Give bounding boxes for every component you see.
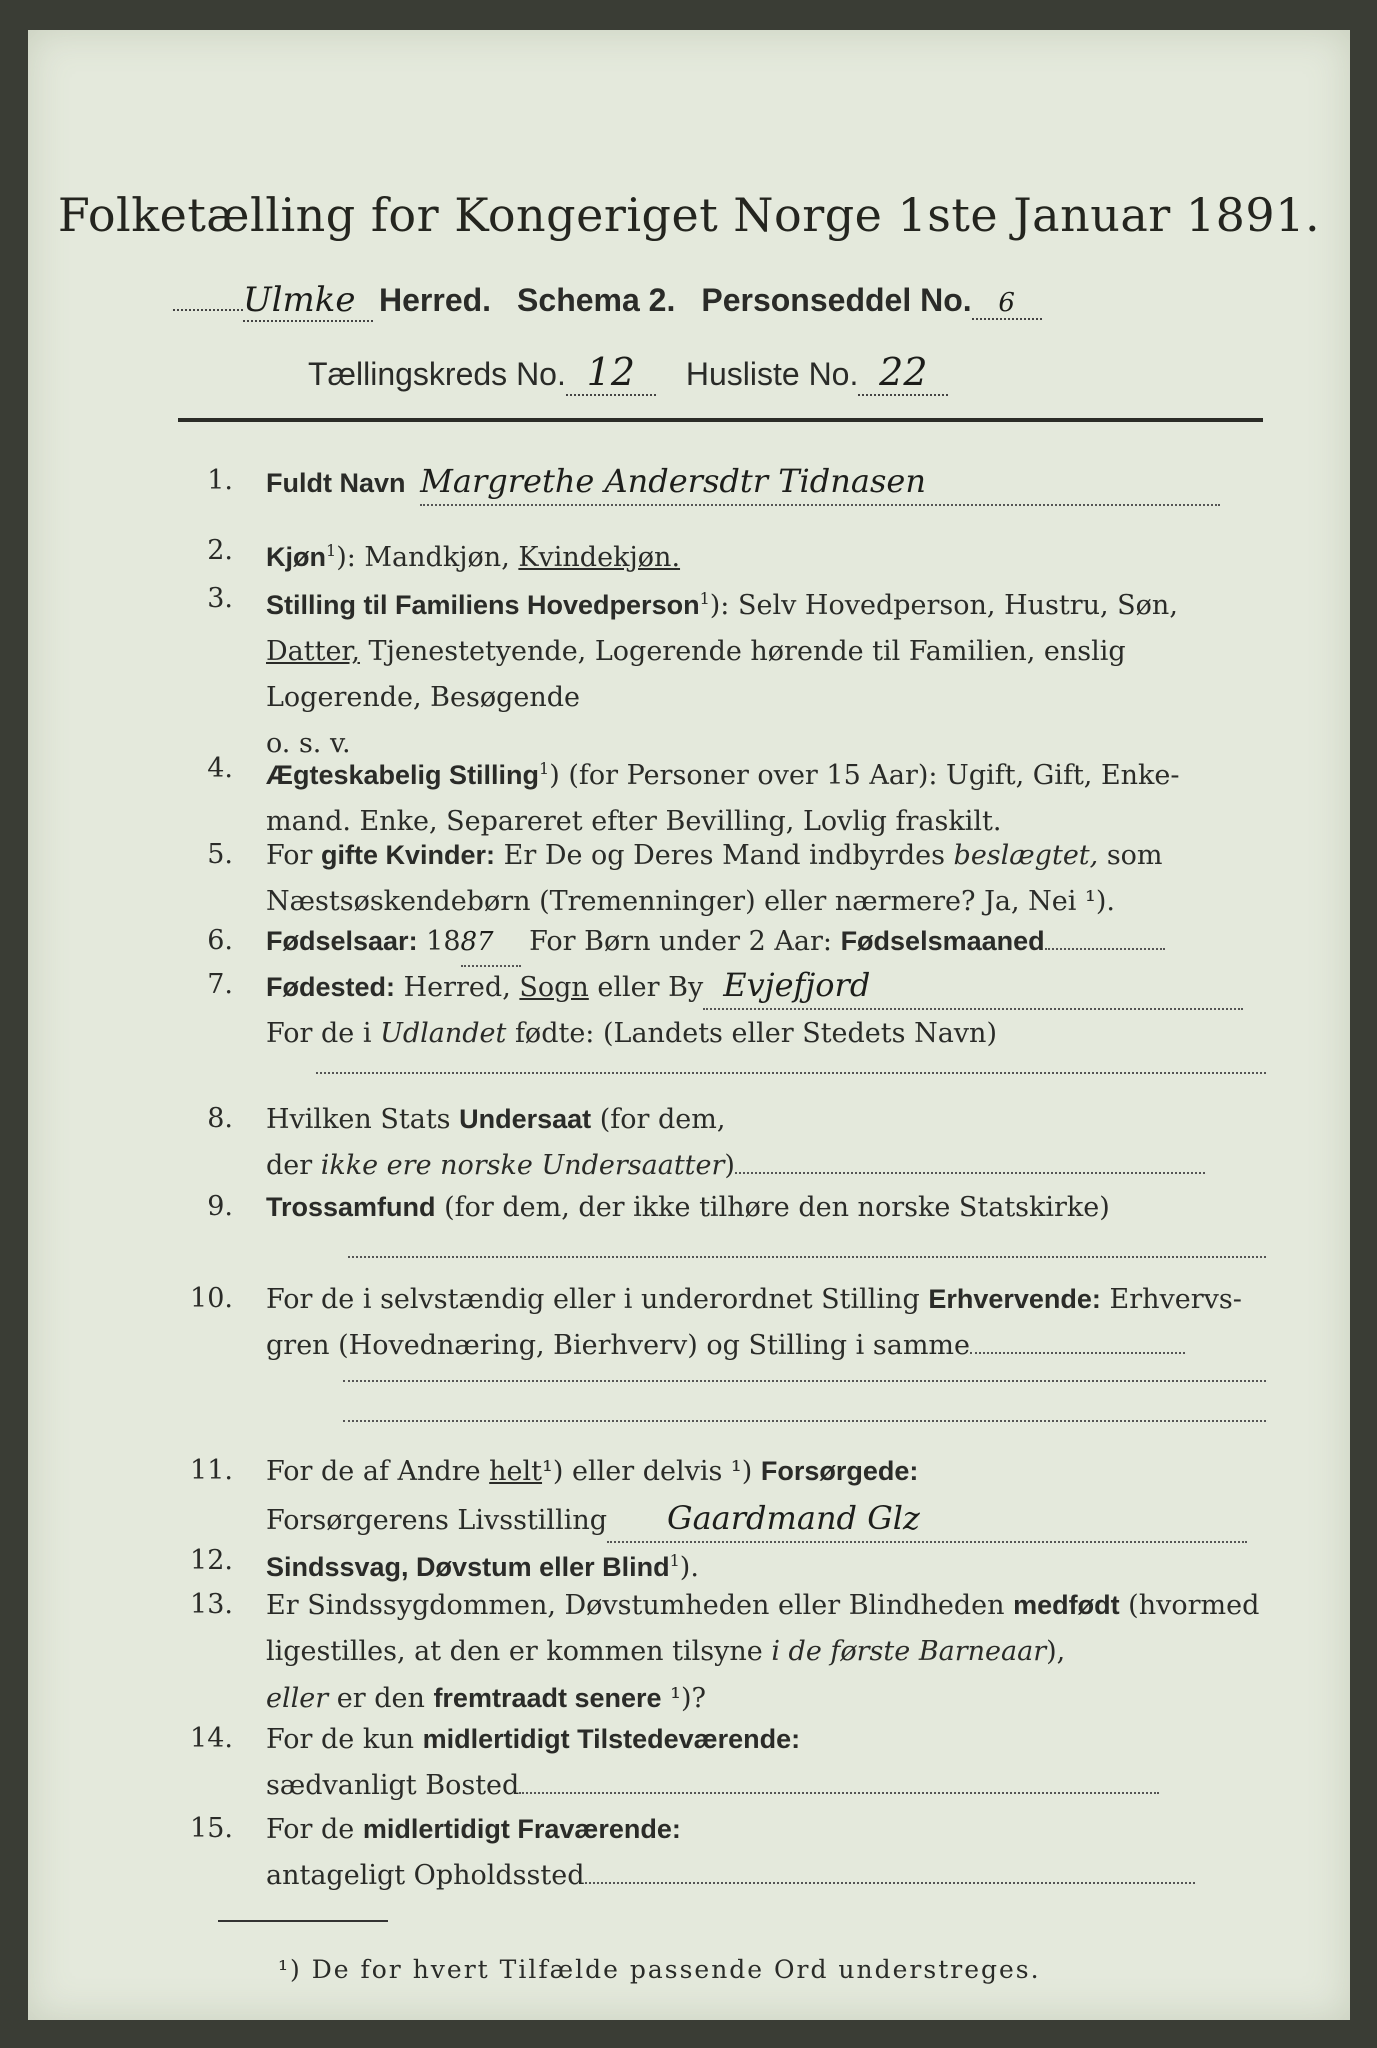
item-number: 1. bbox=[207, 465, 233, 496]
item-body: ¹) eller delvis ¹) bbox=[542, 1456, 761, 1487]
item-body: For de af Andre bbox=[266, 1456, 490, 1487]
item-label: Fødselsmaaned bbox=[840, 926, 1045, 956]
item-body: mand. Enke, Separeret efter Bevilling, Lovlig fraskilt. bbox=[266, 806, 1002, 837]
dotted-leader bbox=[1045, 940, 1165, 950]
item-body: i de første Barneaar bbox=[771, 1636, 1047, 1667]
item-body: ¹)? bbox=[661, 1683, 706, 1714]
herred-handwritten: Ulmke bbox=[243, 280, 373, 322]
item-label: medfødt bbox=[1013, 1590, 1120, 1620]
item-text bbox=[266, 1716, 1268, 1809]
dotted-leader bbox=[735, 1164, 1205, 1174]
census-form-page bbox=[28, 30, 1350, 2020]
husliste-label: Husliste No. bbox=[685, 356, 859, 392]
item-number: 7. bbox=[207, 969, 233, 1000]
taellingskreds-handwritten: 12 bbox=[566, 350, 656, 396]
birthplace-handwritten: Evjefjord bbox=[703, 962, 1243, 1010]
item-body: For de bbox=[266, 1814, 363, 1845]
item-label: fremtraadt senere bbox=[433, 1683, 662, 1713]
item-label: Fødested: bbox=[266, 972, 396, 1002]
herred-label: Herred. bbox=[379, 282, 492, 318]
item-text bbox=[266, 746, 1268, 845]
birth-year-handwritten: 87 bbox=[461, 919, 521, 967]
blank-answer-line[interactable] bbox=[343, 1380, 1266, 1382]
item-body: 18 bbox=[417, 926, 461, 957]
item-label: Fuldt Navn bbox=[266, 468, 406, 498]
item-label: gifte Kvinder: bbox=[321, 840, 496, 870]
item-body: Næstsøskendebørn (Tremenninger) eller nærmere? Ja, Nei ¹). bbox=[266, 886, 1115, 917]
item-body: der bbox=[266, 1150, 321, 1181]
item-body: For de kun bbox=[266, 1724, 423, 1755]
item-number: 6. bbox=[207, 925, 233, 956]
item-text bbox=[266, 1448, 1268, 1544]
dotted-leader bbox=[519, 1784, 1159, 1794]
item-label: midlertidigt Fraværende: bbox=[362, 1814, 681, 1844]
dotted-leader bbox=[173, 287, 243, 311]
item-label: Erhvervende: bbox=[928, 1284, 1101, 1314]
item-body: For de i selvstændig eller i underordnet Stilling bbox=[266, 1284, 929, 1315]
item-label: Fødselsaar: bbox=[266, 926, 418, 956]
item-number: 2. bbox=[207, 535, 233, 566]
item-number: 12. bbox=[190, 1545, 233, 1576]
item-label: Sindssvag, Døvstum eller Blind bbox=[266, 1552, 670, 1582]
item-body: Tjenestetyende, Logerende hørende til Familien, enslig bbox=[359, 636, 1126, 667]
item-number: 14. bbox=[190, 1723, 233, 1754]
taellingskreds-label: Tællingskreds No. bbox=[308, 356, 566, 392]
footnote-mark: 1 bbox=[699, 589, 710, 608]
footnote-mark: 1 bbox=[326, 541, 337, 560]
item-body: Logerende, Besøgende bbox=[266, 682, 580, 713]
item-number: 9. bbox=[207, 1191, 233, 1222]
item-body: ligestilles, at den er kommen tilsyne bbox=[266, 1636, 772, 1667]
personseddel-handwritten: 6 bbox=[972, 288, 1042, 320]
item-body: Forsørgerens Livsstilling bbox=[266, 1505, 608, 1536]
item-label: Ægteskabelig Stilling bbox=[266, 760, 540, 790]
item-body: Herred, bbox=[395, 972, 520, 1003]
item-body: eller bbox=[266, 1683, 329, 1714]
item-body: gren (Hovednæring, Bierhverv) og Stilling i samme bbox=[266, 1330, 971, 1361]
item-text bbox=[266, 1184, 1268, 1231]
item-body: Er Sindssygdommen, Døvstumheden eller Blindheden bbox=[266, 1590, 1014, 1621]
provider-occupation-handwritten: Gaardmand Glz bbox=[607, 1495, 1247, 1543]
item-number: 10. bbox=[190, 1283, 233, 1314]
item-body: Hvilken Stats bbox=[266, 1104, 460, 1135]
item-body: ) (for Personer over 15 Aar): Ugift, Gift, Enke- bbox=[549, 760, 1180, 791]
blank-answer-line[interactable] bbox=[316, 1072, 1266, 1074]
item-body: sædvanligt Bosted bbox=[266, 1770, 520, 1801]
item-body: ): Selv Hovedperson, Hustru, Søn, bbox=[709, 590, 1178, 621]
item-body: For de i bbox=[266, 1018, 381, 1049]
item-text bbox=[266, 1582, 1268, 1722]
footnote-rule bbox=[218, 1920, 388, 1922]
item-body: (for dem, bbox=[591, 1104, 726, 1135]
item-body: ikke ere norske Undersaatter bbox=[320, 1150, 725, 1181]
item-body: For bbox=[266, 840, 322, 871]
header-rule bbox=[178, 418, 1263, 422]
item-body: beslægtet, bbox=[953, 840, 1099, 871]
underlined-choice: Datter, bbox=[266, 636, 360, 667]
item-body: ): Mandkjøn, bbox=[336, 542, 519, 573]
item-body: Er De og Deres Mand indbyrdes bbox=[495, 840, 954, 871]
item-body: er den bbox=[328, 1683, 434, 1714]
dotted-leader bbox=[970, 1344, 1185, 1354]
item-text bbox=[266, 1276, 1268, 1369]
footnote-mark: 1 bbox=[539, 759, 550, 778]
underlined-choice: Kvindekjøn. bbox=[518, 542, 681, 573]
item-body: antageligt Opholdssted bbox=[266, 1860, 585, 1891]
item-number: 13. bbox=[190, 1589, 233, 1620]
dotted-leader bbox=[585, 1874, 1195, 1884]
item-text bbox=[266, 576, 1268, 767]
taellingskreds-line bbox=[308, 350, 1208, 396]
item-label: Stilling til Familiens Hovedperson bbox=[266, 590, 700, 620]
form-title: Folketælling for Kongeriget Norge 1ste Januar 1891. bbox=[57, 188, 1321, 242]
item-body: som bbox=[1098, 840, 1163, 871]
item-body: ), bbox=[1046, 1636, 1066, 1667]
item-label: Kjøn bbox=[266, 542, 326, 572]
item-text bbox=[266, 918, 1268, 967]
item-text bbox=[266, 1806, 1268, 1899]
item-body: ). bbox=[679, 1552, 699, 1583]
item-text bbox=[266, 458, 1268, 507]
item-body: Udlandet bbox=[380, 1018, 507, 1049]
husliste-handwritten: 22 bbox=[858, 350, 948, 396]
item-number: 11. bbox=[190, 1455, 233, 1486]
personseddel-label: Personseddel No. bbox=[701, 282, 972, 318]
item-body: fødte: (Landets eller Stedets Navn) bbox=[506, 1018, 997, 1049]
item-body: ) bbox=[724, 1150, 735, 1181]
schema-label: Schema 2. bbox=[517, 282, 676, 318]
item-body: For Børn under 2 Aar: bbox=[520, 926, 841, 957]
item-text bbox=[266, 832, 1268, 925]
full-name-handwritten: Margrethe Andersdtr Tidnasen bbox=[420, 458, 1220, 506]
item-number: 8. bbox=[207, 1103, 233, 1134]
item-number: 15. bbox=[190, 1813, 233, 1844]
blank-answer-line[interactable] bbox=[343, 1420, 1266, 1422]
item-label: Undersaat bbox=[459, 1104, 592, 1134]
underlined-choice: helt bbox=[489, 1456, 543, 1487]
herred-line bbox=[173, 280, 1263, 322]
item-label: Trossamfund bbox=[266, 1192, 436, 1222]
item-number: 5. bbox=[207, 839, 233, 870]
item-label: Forsørgede: bbox=[760, 1456, 919, 1486]
item-number: 3. bbox=[207, 583, 233, 614]
item-number: 4. bbox=[207, 753, 233, 784]
footnote-text: ¹) De for hvert Tilfælde passende Ord understreges. bbox=[278, 1955, 1041, 1984]
footnote-mark: 1 bbox=[669, 1551, 680, 1570]
item-text bbox=[266, 1096, 1268, 1189]
item-label: midlertidigt Tilstedeværende: bbox=[422, 1724, 801, 1754]
item-text bbox=[266, 962, 1268, 1057]
blank-answer-line[interactable] bbox=[348, 1256, 1266, 1258]
item-body: (for dem, der ikke tilhøre den norske Statskirke) bbox=[435, 1192, 1110, 1223]
item-body: eller By bbox=[588, 972, 704, 1003]
item-text bbox=[266, 528, 1268, 581]
item-body: (hvormed bbox=[1119, 1590, 1260, 1621]
underlined-choice: Sogn bbox=[519, 972, 589, 1003]
item-body: Erhvervs- bbox=[1100, 1284, 1242, 1315]
item-body: o. s. v. bbox=[266, 728, 351, 759]
